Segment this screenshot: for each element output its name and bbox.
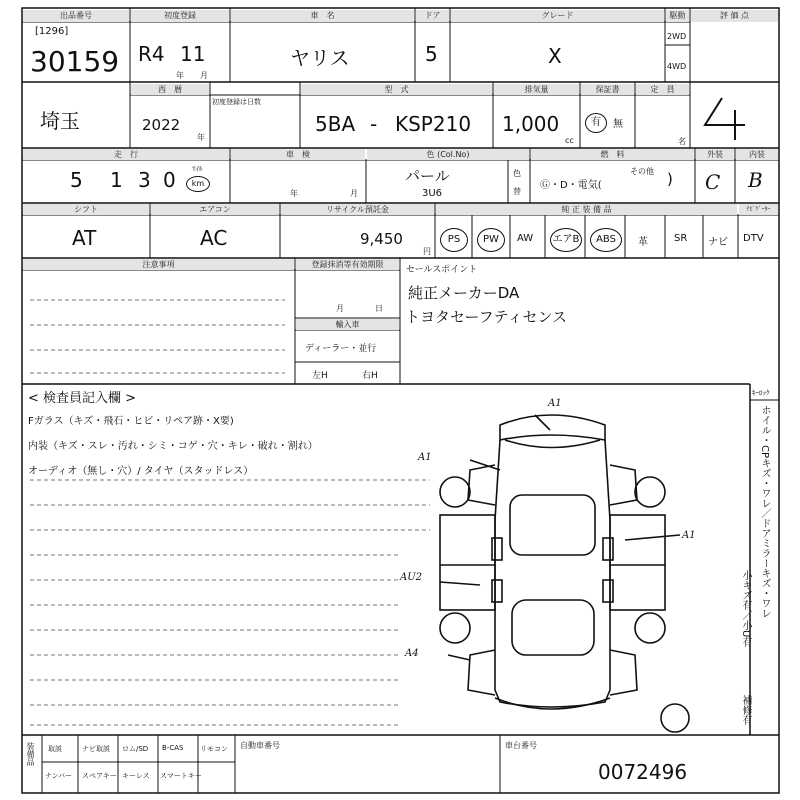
label-interior: 内装 (736, 149, 778, 160)
year-note: 初度登録は日数 (212, 98, 261, 106)
label-displacement: 排気量 (494, 84, 579, 95)
first-reg-month: 11 (180, 42, 206, 66)
mileage-digit-1: 5 (70, 168, 83, 192)
inspector-line-interior: 内装（キズ・スレ・汚れ・シミ・コゲ・穴・キレ・破れ・割れ） (28, 441, 318, 452)
location-value: 埼玉 (40, 109, 80, 133)
fuel-other: その他 (630, 167, 654, 176)
label-fuel: 燃 料 (531, 149, 694, 160)
import-left: 左H (312, 371, 328, 381)
model-code: KSP210 (395, 112, 472, 136)
label-equipment: 純 正 装 備 品 (436, 204, 737, 215)
mileage-unit-mile: ﾏｲﾙ (192, 165, 203, 173)
label-own-number: 自動車番号 (240, 741, 280, 750)
label-tsuki-5: 月 (336, 304, 344, 313)
label-nen-3: 年 (290, 189, 298, 198)
label-reg-deadline: 登録抹消等有効期限 (296, 259, 399, 270)
label-tsuki-3: 月 (350, 189, 358, 198)
mileage-digit-4: 0 (163, 168, 176, 192)
equip-dtv: DTV (743, 233, 764, 244)
year-value: 2022 (142, 116, 181, 134)
import-right: 右H (362, 371, 378, 381)
damage-left-front: A1 (418, 452, 432, 463)
footer-cell-smart-key: スマートキー (160, 772, 202, 780)
label-year: 西 暦 (131, 84, 209, 95)
label-yen: 円 (423, 247, 431, 256)
model-prefix: 5BA (315, 112, 356, 136)
equip-airbag: エアB (550, 228, 582, 252)
sales-point-1: 純正メーカーDA (408, 284, 520, 302)
label-tsuki-1: 月 (200, 71, 208, 80)
label-model: 型 式 (301, 84, 492, 95)
damage-right: A1 (682, 530, 696, 541)
inspector-title: < 検査員記入欄 > (28, 391, 137, 406)
car-name-value: ヤリス (290, 46, 350, 70)
label-chassis: 車台番号 (505, 741, 537, 750)
interior-grade-value: B (748, 168, 763, 192)
label-inspection: 車 検 (231, 149, 365, 160)
aircon-value: AC (200, 226, 228, 250)
label-exterior: 外装 (696, 149, 734, 160)
import-dealer: ディーラー・並行 (305, 344, 377, 354)
fuel-close: ) (667, 170, 673, 188)
footer-cell-spare-key: スペアキー (82, 772, 117, 780)
footer-cell-manual: 取説 (48, 745, 62, 753)
label-mei: 名 (678, 137, 686, 146)
doors-value: 5 (425, 42, 438, 66)
color-change-top: 色 (513, 169, 521, 178)
label-shift: シフト (23, 204, 149, 215)
footer-cell-navi-manual: ナビ取説 (82, 745, 110, 753)
color-change-bottom: 替 (513, 187, 521, 196)
damage-front: A1 (548, 398, 562, 409)
recycle-fee-value: 9,450 (360, 230, 403, 248)
label-first-reg: 初度登録 (131, 10, 229, 22)
equip-navi: ナビ (708, 237, 728, 248)
footer-cell-number: ナンバー (45, 772, 73, 780)
label-nen-2: 年 (197, 133, 205, 142)
footer-cell-bcas: B-CAS (162, 744, 184, 752)
exterior-grade-value: C (705, 170, 721, 194)
label-mileage: 走 行 (23, 149, 229, 160)
mileage-unit-km: km (186, 176, 210, 192)
equip-ps: PS (440, 228, 468, 252)
color-code: 3U6 (422, 188, 443, 199)
displacement-value: 1,000 (502, 112, 560, 136)
warranty-no: 無 (613, 119, 623, 130)
legend-small-scratch: 小キズ有／小U有 (740, 570, 751, 648)
first-reg-year: R4 (138, 42, 165, 66)
label-nen-1: 年 (176, 71, 184, 80)
footer-cell-rom: ロム/SD (122, 745, 149, 753)
mileage-digit-3: 3 (138, 168, 151, 192)
label-color: 色 (Col.No) (367, 149, 529, 160)
label-cc: cc (565, 136, 574, 145)
drive-4wd: 4WD (667, 62, 687, 71)
equip-abs: ABS (590, 228, 622, 252)
car-diagram (440, 415, 689, 732)
label-grade: グレード (451, 10, 664, 22)
label-recycle: リサイクル預託金 (281, 204, 434, 215)
inspector-line-audio-tire: オーディオ（無し・穴）/ タイヤ（スタッドレス） (28, 466, 254, 477)
equip-sunroof: SR (674, 233, 688, 244)
legend-repaired: 補修有 (740, 695, 751, 725)
model-sep: - (370, 112, 378, 136)
grade-value: X (548, 44, 562, 68)
footer-cell-keyless: キーレス (122, 772, 150, 780)
equip-leather: 革 (638, 237, 648, 248)
fuel-options: Ⓖ・D・電気( (540, 180, 602, 191)
footer-side-label: 装備品 (26, 742, 35, 766)
warranty-yes: 有 (585, 113, 607, 133)
label-doors: ドア (416, 10, 449, 22)
footer-cell-remote: リモコン (200, 745, 228, 753)
label-capacity: 定 員 (636, 84, 689, 95)
shift-value: AT (72, 226, 97, 250)
sales-point-2: トヨタセーフティセンス (405, 308, 568, 326)
label-key-lock: ｷｰﾛｯｸ (752, 389, 770, 397)
label-aircon: エアコン (151, 204, 279, 215)
label-drive: 駆動 (666, 10, 689, 22)
damage-left-rear: AU2 (400, 572, 423, 583)
equip-pw: PW (477, 228, 505, 252)
label-import: 輸入車 (296, 319, 399, 330)
label-car-name: 車 名 (231, 10, 414, 22)
lot-number: 30159 (30, 45, 120, 78)
label-auction-no: 出品番号 (23, 10, 129, 22)
damage-left-bottom: A4 (405, 648, 419, 659)
lot-prefix: [1296] (35, 26, 69, 37)
chassis-number: 0072496 (598, 760, 688, 784)
label-warranty: 保証書 (581, 84, 634, 95)
mileage-digit-2: 1 (110, 168, 123, 192)
label-nichi-5: 日 (375, 304, 383, 313)
inspector-line-windshield: Fガラス（キズ・飛石・ヒビ・リペア跡・X要) (28, 416, 234, 427)
label-sales-points: セールスポイント (406, 265, 478, 275)
drive-2wd: 2WD (667, 32, 687, 41)
label-score: 評 価 点 (691, 10, 778, 22)
color-name: パール (405, 167, 450, 185)
label-navi-type: ﾅﾋﾞｹﾞｰﾀｰ (739, 204, 778, 215)
label-notes: 注意事項 (23, 259, 294, 270)
equip-aw: AW (517, 233, 534, 244)
legend-wheel: ホイル・CPキズ・ワレ／ドアミラーキズ・ワレ (759, 405, 770, 619)
